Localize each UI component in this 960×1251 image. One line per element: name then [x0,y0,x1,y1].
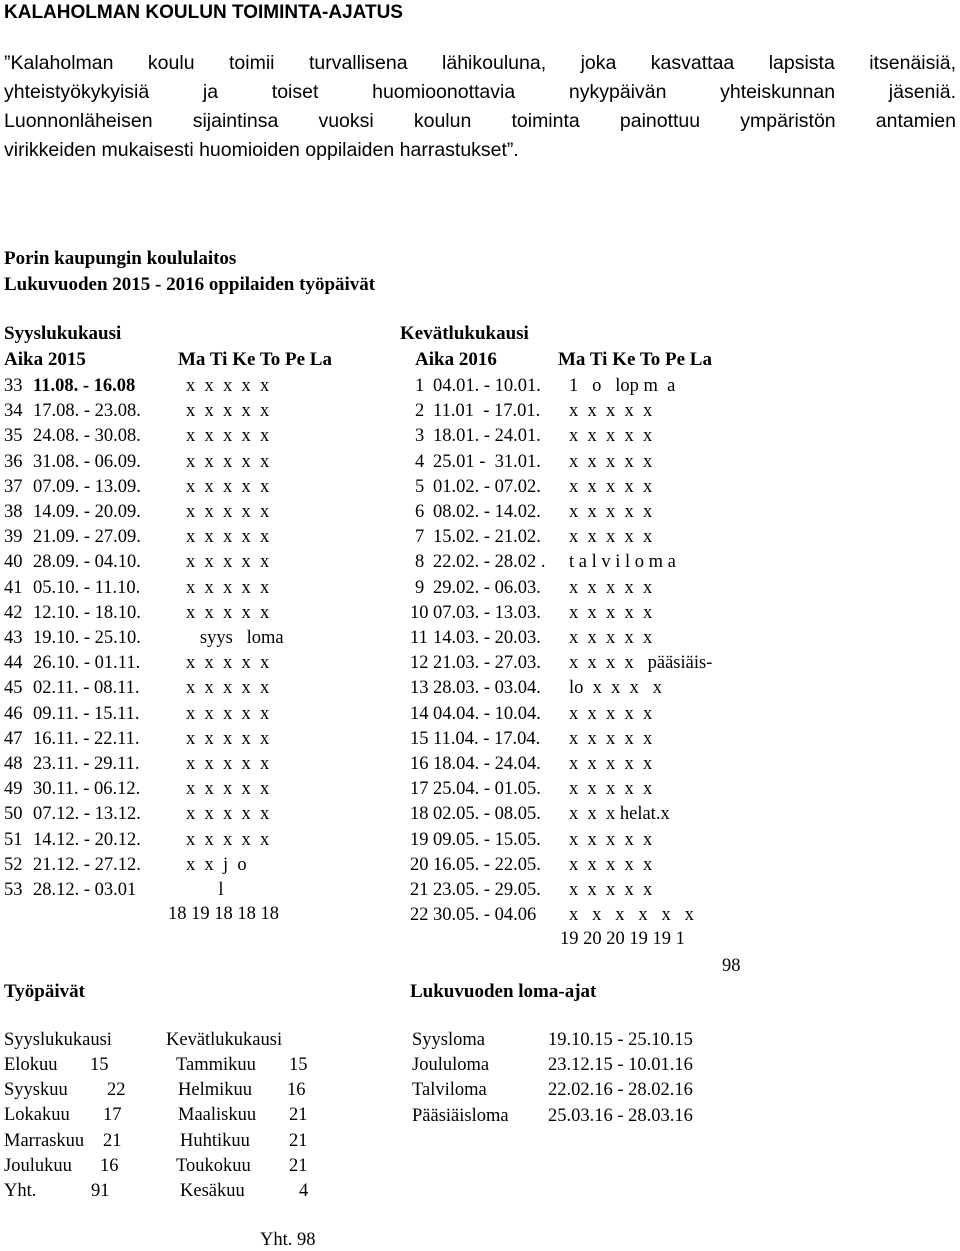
week-dates: 11.08. - 16.08 [33,376,136,396]
week-number: 12 [410,653,429,674]
weekday-marks: lo x x x x [569,678,663,699]
week-dates: 07.03. - 13.03. [433,602,541,623]
weekday-marks: x x x x x [569,779,653,800]
week-number: 33 [4,376,23,396]
weekday-marks: x x x x x [186,804,270,825]
workdays-heading: Työpäivät [4,981,85,1002]
week-number: 22 [410,905,429,926]
month-name: Kesäkuu [180,1181,245,1201]
weekday-marks: t a l v i l o m a [569,552,676,573]
holiday-dates: 23.12.15 - 10.01.16 [548,1055,693,1076]
week-number: 34 [4,401,23,422]
weekday-marks: x x x x x [186,703,270,724]
week-dates: 17.08. - 23.08. [33,401,141,422]
week-number: 38 [4,502,23,522]
weekday-marks: x x x x x [186,451,270,472]
weekday-marks: x x x x x [569,880,653,900]
week-number: 2 [415,401,425,422]
week-dates: 14.12. - 20.12. [33,829,141,850]
month-name: Elokuu [4,1055,58,1075]
week-dates: 30.11. - 06.12. [33,779,141,800]
month-days: 17 [103,1105,122,1126]
weekday-marks: x x x x x [186,678,270,699]
week-dates: 08.02. - 14.02. [433,502,541,522]
weekday-marks: 1 o lop m a [569,376,676,396]
schedule-subtitle: Lukuvuoden 2015 - 2016 oppilaiden työpäivät [4,274,376,295]
weekday-marks: x x x x x [186,754,270,774]
weekday-marks: x x x x x [569,577,653,598]
weekday-marks: x x x x x [186,829,270,850]
week-dates: 11.01 - 17.01. [433,401,541,422]
week-dates: 30.05. - 04.06 [433,905,537,926]
week-dates: 28.09. - 04.10. [33,552,141,573]
autumn-heading: Syyslukukausi [4,323,122,344]
month-name: Toukokuu [176,1155,251,1176]
weekday-marks: x x x x x [569,628,653,648]
week-number: 13 [410,678,429,699]
month-name: Tammikuu [176,1055,256,1075]
week-number: 3 [415,426,425,447]
workdays-spring-header: Kevätlukukausi [166,1030,283,1050]
weekday-marks: x x x x x x [569,905,694,926]
week-dates: 31.08. - 06.09. [33,451,141,472]
weekday-marks: x x x x x [569,451,653,472]
week-dates: 28.12. - 03.01 [33,880,137,900]
week-number: 14 [410,703,429,724]
week-dates: 22.02. - 28.02 . [433,552,546,573]
week-number: 44 [4,653,23,674]
weekday-marks: x x x x x [569,502,653,522]
spring-day-totals: 19 20 20 19 19 1 [560,929,685,949]
workdays-total: Yht. 98 [260,1230,316,1250]
week-number: 19 [410,829,429,850]
week-number: 48 [4,754,23,774]
weekday-marks: x x x x x [569,703,653,724]
month-name: Maaliskuu [178,1105,257,1126]
week-dates: 14.09. - 20.09. [33,502,141,522]
month-days: 15 [90,1055,109,1075]
week-dates: 21.09. - 27.09. [33,527,141,548]
week-number: 18 [410,804,429,825]
week-dates: 09.11. - 15.11. [33,703,140,724]
holiday-name: Talviloma [412,1080,487,1101]
month-days: 4 [299,1181,309,1201]
weekday-marks: x x x x x [186,653,270,674]
week-dates: 16.11. - 22.11. [33,728,140,749]
holiday-name: Syysloma [412,1030,485,1050]
weekday-marks: x x x x x [569,829,653,850]
week-number: 52 [4,854,23,875]
month-days: 21 [289,1105,308,1126]
week-dates: 29.02. - 06.03. [433,577,541,598]
weekday-marks: x x x x x [186,502,270,522]
weekday-marks: x x x x x [186,779,270,800]
week-number: 21 [410,880,429,900]
weekday-marks: x x x x x [186,602,270,623]
month-days: 21 [289,1155,308,1176]
week-dates: 09.05. - 15.05. [433,829,541,850]
page-title: KALAHOLMAN KOULUN TOIMINTA-AJATUS [4,2,403,23]
week-dates: 28.03. - 03.04. [433,678,541,699]
week-dates: 12.10. - 18.10. [33,602,141,623]
weekday-marks: x x x x x [569,754,653,774]
intro-line: virikkeiden mukaisesti huomioiden oppilaiden harrastukset”. [4,139,519,161]
grand-total: 98 [722,956,741,976]
week-dates: 01.02. - 07.02. [433,476,541,497]
spring-days-header: Ma Ti Ke To Pe La [558,349,712,370]
weekday-marks: x x x x x [186,527,270,548]
week-dates: 21.12. - 27.12. [33,854,141,875]
weekday-marks: x x x x x [186,476,270,497]
autumn-days-header: Ma Ti Ke To Pe La [178,349,332,370]
month-days: 16 [287,1080,306,1101]
month-name: Syyskuu [4,1080,68,1101]
week-dates: 02.11. - 08.11. [33,678,140,699]
weekday-marks: x x x x x [569,527,653,548]
week-dates: 07.09. - 13.09. [33,476,141,497]
week-number: 49 [4,779,23,800]
week-number: 50 [4,804,23,825]
month-days: 16 [100,1155,119,1176]
weekday-marks: x x x x x [569,602,653,623]
autumn-day-totals: 18 19 18 18 18 [168,904,279,924]
week-number: 51 [4,829,23,850]
week-dates: 15.02. - 21.02. [433,527,541,548]
week-dates: 11.04. - 17.04. [433,728,541,749]
week-number: 46 [4,703,23,724]
month-name: Helmikuu [178,1080,252,1101]
week-number: 8 [415,552,425,573]
week-dates: 23.11. - 29.11. [33,754,140,774]
weekday-marks: x x x x x [569,728,653,749]
weekday-marks: x x x x x [569,476,653,497]
week-dates: 21.03. - 27.03. [433,653,541,674]
weekday-marks: x x x x x [186,577,270,598]
month-name: Marraskuu [4,1130,85,1151]
week-dates: 23.05. - 29.05. [433,880,541,900]
month-days: 21 [289,1130,308,1151]
weekday-marks: x x x x x [186,376,270,396]
spring-time-header: Aika 2016 [415,349,497,370]
autumn-time-header: Aika 2015 [4,349,86,370]
intro-line: yhteistyökykyisiä ja toiset huomioonottavia nykypäivän yhteiskunnan jäseniä. [4,81,956,103]
week-number: 40 [4,552,23,573]
weekday-marks: x x j o [186,854,247,875]
week-dates: 14.03. - 20.03. [433,628,541,648]
weekday-marks: x x x helat.x [569,804,670,825]
week-number: 9 [415,577,425,598]
month-name: Joulukuu [4,1155,72,1176]
week-dates: 18.01. - 24.01. [433,426,541,447]
week-dates: 16.05. - 22.05. [433,854,541,875]
week-dates: 25.04. - 01.05. [433,779,541,800]
week-number: 39 [4,527,23,548]
week-dates: 25.01 - 31.01. [433,451,541,472]
week-number: 7 [415,527,425,548]
week-number: 41 [4,577,23,598]
weekday-marks: l [186,880,224,900]
week-number: 53 [4,880,23,900]
week-number: 6 [415,502,425,522]
week-number: 15 [410,728,429,749]
week-dates: 04.01. - 10.01. [433,376,541,396]
week-dates: 18.04. - 24.04. [433,754,541,774]
month-name: Yht. [4,1181,37,1201]
spring-heading: Kevätlukukausi [400,323,529,344]
week-dates: 07.12. - 13.12. [33,804,141,825]
week-dates: 19.10. - 25.10. [33,628,141,648]
workdays-autumn-header: Syyslukukausi [4,1030,112,1050]
week-number: 1 [415,376,425,396]
week-number: 45 [4,678,23,699]
weekday-marks: x x x x x [186,552,270,573]
week-number: 42 [4,602,23,623]
week-dates: 04.04. - 10.04. [433,703,541,724]
month-name: Lokakuu [4,1105,70,1126]
intro-line: ”Kalaholman koulu toimii turvallisena lähikouluna, joka kasvattaa lapsista itsenäisiä, [4,52,956,74]
week-number: 35 [4,426,23,447]
week-number: 43 [4,628,23,648]
week-dates: 24.08. - 30.08. [33,426,141,447]
organization-name: Porin kaupungin koululaitos [4,248,237,269]
month-days: 22 [107,1080,126,1101]
week-dates: 02.05. - 08.05. [433,804,541,825]
month-days: 21 [103,1130,122,1151]
week-dates: 26.10. - 01.11. [33,653,141,674]
week-number: 20 [410,854,429,875]
weekday-marks: x x x x x [186,401,270,422]
intro-line: Luonnonläheisen sijaintinsa vuoksi koulun toiminta painottuu ympäristön antamien [4,110,956,132]
weekday-marks: x x x x x [569,426,653,447]
weekday-marks: x x x x x [186,426,270,447]
week-number: 10 [410,602,429,623]
week-number: 17 [410,779,429,800]
holiday-dates: 25.03.16 - 28.03.16 [548,1105,693,1126]
holiday-name: Joululoma [412,1055,490,1076]
week-number: 16 [410,754,429,774]
weekday-marks: x x x x x [569,401,653,422]
weekday-marks: syys loma [186,628,284,648]
month-days: 91 [91,1181,110,1201]
week-number: 36 [4,451,23,472]
holiday-dates: 19.10.15 - 25.10.15 [548,1030,693,1050]
week-number: 11 [410,628,428,648]
week-number: 5 [415,476,425,497]
weekday-marks: x x x x x [569,854,653,875]
week-number: 37 [4,476,23,497]
holiday-dates: 22.02.16 - 28.02.16 [548,1080,693,1101]
week-number: 4 [415,451,425,472]
month-name: Huhtikuu [180,1130,250,1151]
month-days: 15 [289,1055,308,1075]
week-dates: 05.10. - 11.10. [33,577,141,598]
holiday-name: Pääsiäisloma [412,1105,509,1126]
weekday-marks: x x x x x [186,728,270,749]
week-number: 47 [4,728,23,749]
weekday-marks: x x x x pääsiäis- [569,653,713,674]
holidays-heading: Lukuvuoden loma-ajat [410,981,597,1002]
